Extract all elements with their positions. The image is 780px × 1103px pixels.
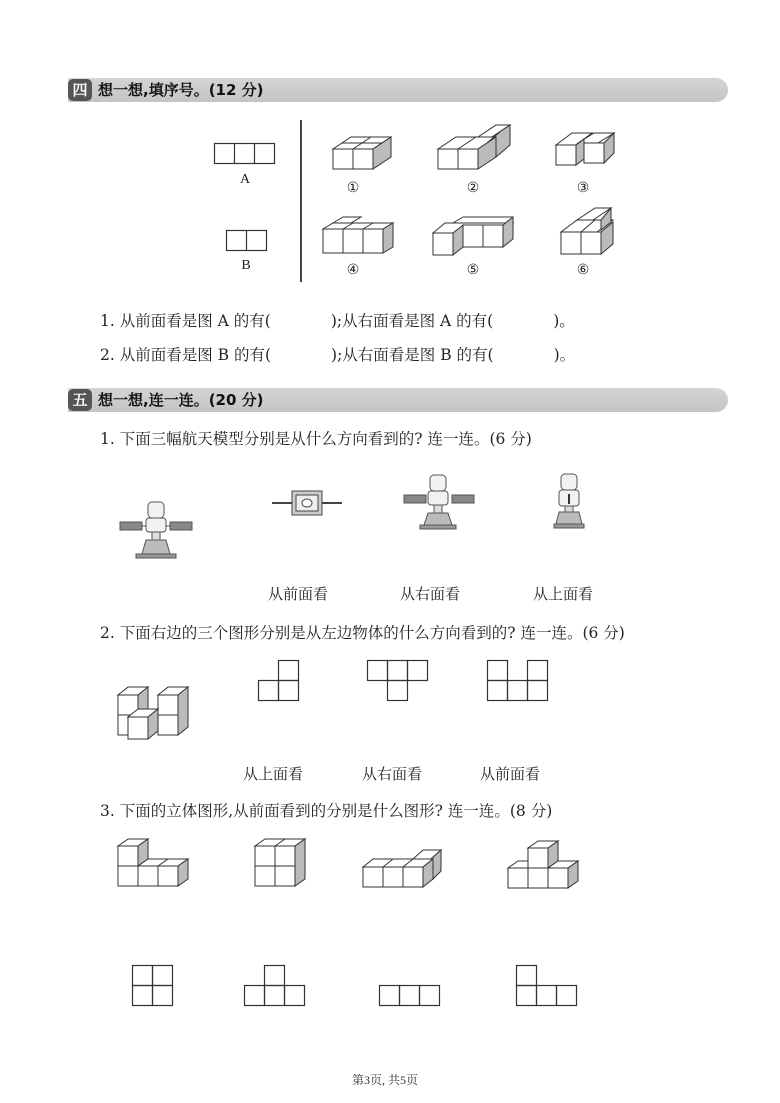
section-4-header — [68, 78, 728, 102]
s5-q2-label-top: 从上面看 — [243, 765, 304, 783]
spacecraft-view-1 — [272, 490, 342, 516]
option-3-label: ③ — [576, 181, 590, 196]
s5-q2-label-front: 从前面看 — [480, 765, 541, 783]
s4-question-1 — [100, 310, 575, 332]
s5-q2-view-3 — [487, 660, 549, 702]
section-4-title: 想一想,填序号。(12 分) — [98, 81, 264, 99]
figure-b-label: B — [241, 258, 251, 273]
s5-q1-label-top: 从上面看 — [533, 585, 594, 603]
s5-q3-view-4 — [516, 965, 578, 1007]
figure-a-label: A — [239, 172, 251, 187]
figure-b — [226, 230, 268, 252]
figure-b-shape — [226, 230, 268, 252]
option-4-figure — [323, 215, 393, 259]
s5-q1-label-right: 从右面看 — [400, 585, 461, 603]
option-6-figure — [561, 208, 617, 258]
option-6-label: ⑥ — [576, 263, 590, 278]
spacecraft-model-figure — [120, 500, 192, 564]
option-1-figure — [333, 133, 397, 173]
option-5-figure — [433, 217, 517, 259]
s5-q1-label-front: 从前面看 — [268, 585, 329, 603]
s4-q1-part2: );从右面看是图 A 的有( — [330, 312, 494, 330]
option-2-figure — [438, 125, 508, 173]
s5-q3-solid-2 — [255, 838, 307, 890]
option-3-figure — [556, 133, 616, 173]
s5-q3-view-3 — [379, 985, 441, 1007]
s5-q2-view-1 — [258, 660, 300, 702]
s5-q1-text: 1. 下面三幅航天模型分别是从什么方向看到的? 连一连。(6 分) — [100, 430, 532, 448]
s4-question-2 — [100, 344, 575, 366]
section-4-number: 四 — [68, 79, 92, 101]
s5-q3-text: 3. 下面的立体图形,从前面看到的分别是什么图形? 连一连。(8 分) — [100, 802, 553, 820]
s5-q3-solid-4 — [508, 840, 580, 892]
figure-a-shape — [214, 143, 276, 165]
option-1-label: ① — [346, 181, 360, 196]
s4-q2-part2: );从右面看是图 B 的有( — [331, 346, 494, 364]
s4-q2-end: )。 — [553, 346, 576, 364]
vertical-divider — [300, 120, 302, 282]
s5-q3-solid-3 — [363, 849, 445, 891]
page-number: 第3页, 共5页 — [352, 1073, 419, 1087]
option-5-label: ⑤ — [466, 263, 480, 278]
section-5-number: 五 — [68, 389, 92, 411]
s4-q1-end: )。 — [553, 312, 575, 330]
s4-q2-part1: 从前面看是图 B 的有( — [119, 346, 272, 364]
option-2-label: ② — [466, 181, 480, 196]
s4-q1-part1: 从前面看是图 A 的有( — [119, 312, 271, 330]
s5-q3-view-2 — [244, 965, 306, 1007]
section-5-title: 想一想,连一连。(20 分) — [98, 391, 264, 409]
option-4-label: ④ — [346, 263, 360, 278]
spacecraft-view-2 — [404, 475, 474, 531]
s5-q3-view-1 — [132, 965, 174, 1007]
spacecraft-view-3 — [552, 474, 586, 530]
figure-a — [214, 143, 276, 165]
s4-q2-number: 2. — [100, 346, 115, 364]
s5-q2-text: 2. 下面右边的三个图形分别是从左边物体的什么方向看到的? 连一连。(6 分) — [100, 624, 625, 642]
s5-q2-label-right: 从右面看 — [362, 765, 423, 783]
section-5-header — [68, 388, 728, 412]
s5-q3-solid-1 — [118, 838, 190, 890]
s5-q2-view-2 — [367, 660, 429, 702]
s5-q2-solid-figure — [118, 685, 192, 747]
s4-q1-number: 1. — [100, 312, 115, 330]
